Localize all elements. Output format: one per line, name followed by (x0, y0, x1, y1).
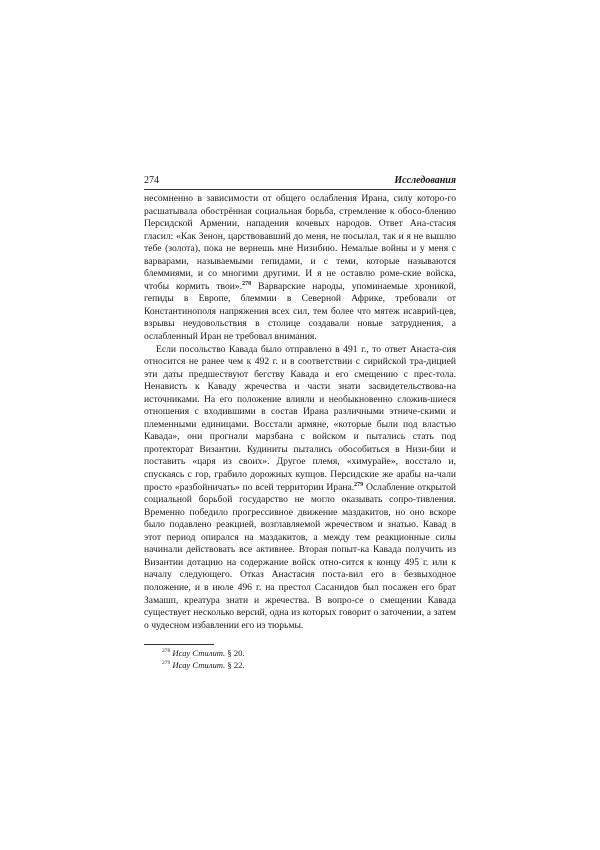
paragraph-text: Если посольство Кавада было отправлено в 491 г., то ответ Анаста-сия относится не ранее чем к 492 г. и в соответствии с сирийской тра-дицией эти даты предшествуют бегству Кавада и его смещению с прес-тола. Ненависть к Каваду жречества и части знати засвидетельствова-на источниками. На его положение влияли и необыкновенно сложив-шиеся отношения с входившими в состав Ирана различными этниче-скими и племенными единицами. Восстали армяне, «которые были под властью Кавада», они прогнали марзбана с войском и пытались стать под протекторат Византии. Кудиниты пытались обособиться в Низи-бии и поставить «царя из своих». Другое племя, «химурайе», восстало и, спускаясь с гор, грабило дорожных купцов. Персидские же арабы на-чали просто «разбойничать» по всей территории Ирана. (144, 343, 456, 493)
footnote-item (144, 648, 456, 660)
footnotes (144, 648, 456, 671)
footnote-reference[interactable]: 279 (354, 481, 364, 488)
footnote-author: Исау Стилит. (172, 659, 226, 670)
footnote-ref: § 20. (227, 648, 245, 659)
paragraph-text: Ослабление открытой социальной борьбой государство не могло оказывать сопро-тивления. Временно победило прогрессивное движение маздакитов, но оно вскоре было подавлено реакцией, возглавляемой жречеством и знатью. Кавад в этот период опирался на маздакитов, а между тем реакционные силы начинали действовать все активнее. Вторая попыт-ка Кавада получить из Византии дотацию на содержание войск отно-сится к концу 495 г. или к началу следующего. Отказ Анастасия поста-вил его в безвыходное положение, и в июле 496 г. на престол Сасанидов был посажен его брат Замашп, креатура знати и жречества. В вопро-се о смещении Кавада существует несколько версий, одна из которых говорит о заточении, а затем о чудесном избавлении его из тюрьмы. (144, 481, 456, 631)
footnote-item (144, 660, 456, 672)
running-head (144, 175, 456, 190)
footnote-number: 279 (162, 659, 171, 666)
footnote-author: Исау Стилит. (172, 648, 226, 659)
footnote-reference[interactable]: 278 (242, 280, 252, 287)
footnote-ref: § 22. (227, 659, 245, 670)
paragraph-1 (144, 193, 456, 344)
body-text (144, 193, 456, 632)
paragraph-2 (144, 344, 456, 633)
page-number: 274 (144, 175, 159, 186)
section-title: Исследования (394, 175, 456, 186)
book-page (144, 175, 456, 671)
footnote-number: 278 (162, 648, 171, 655)
footnote-divider (144, 644, 214, 645)
paragraph-text: Варварские народы, упоминаемые хроникой, гепиды в Европе, блеммии в Северной Африке, требовали от Константинополя напряжения всех сил, тем более что мятеж исаврий-цев, взрывы неудовольствия в столице создавали новые затруднения, а ослабленный Иран не требовал внимания. (144, 280, 457, 343)
paragraph-text: несомненно в зависимости от общего ослабления Ирана, силу которо-го расшатывала обострённая социальная борьба, стремление к обосо-блению Персидской Армении, нападения кочевых народов. Ответ Ана-стасия гласил: «Как Зенон, царствовавший до меня, не посылал, так и я не вышлю тебе (золота), пока не вернешь мне Низибию. Немалые войны и у меня с варварами, называемыми гепидами, и с теми, которые называются блеммиями, и со многими другими. И я не оставлю роме-ские войска, чтобы кормить твои». (144, 193, 456, 292)
